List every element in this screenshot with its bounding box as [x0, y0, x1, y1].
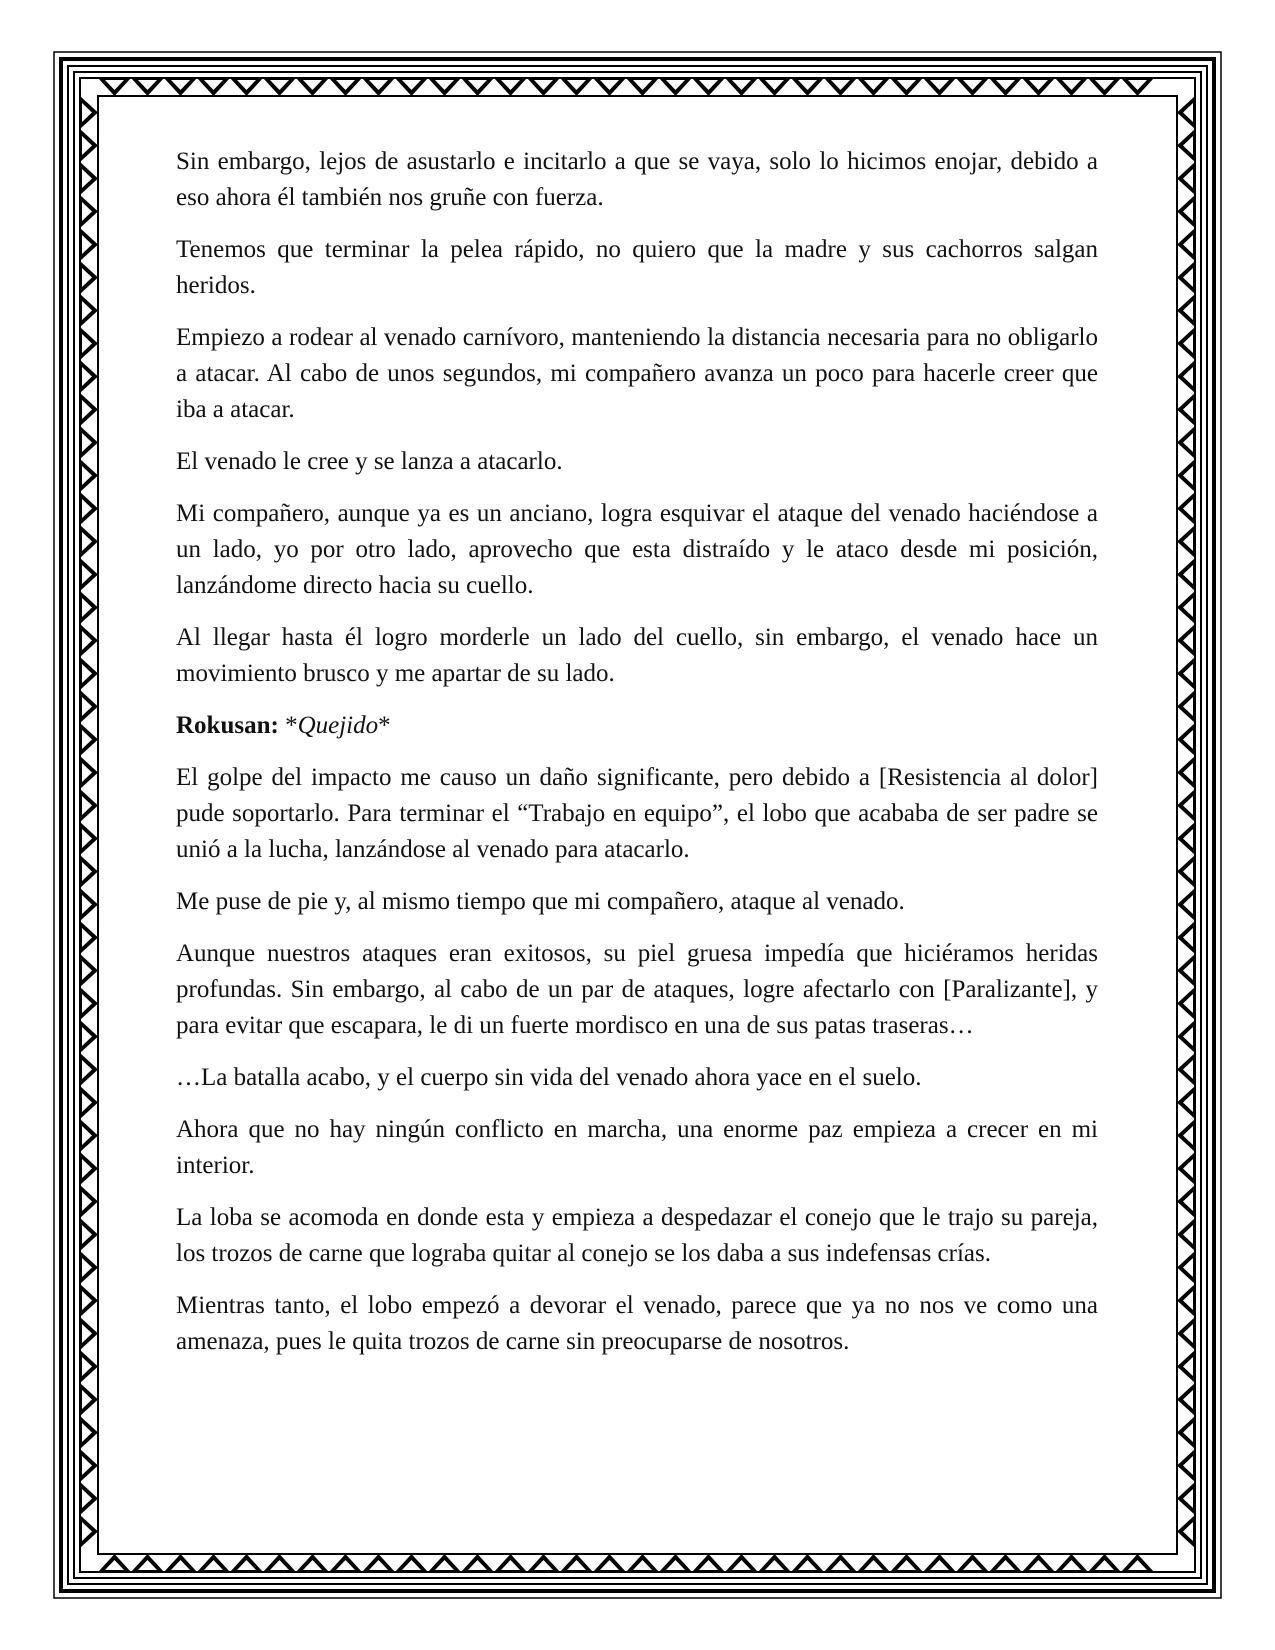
document-body — [176, 144, 1098, 1376]
paragraph-12: La loba se acomoda en donde esta y empieza a despedazar el conejo que le trajo su pareja, los trozos de carne que lograba quitar al conejo se los daba a sus indefensas crías. — [176, 1204, 1098, 1267]
paragraph-9: Aunque nuestros ataques eran exitosos, su piel gruesa impedía que hiciéramos heridas profundas. Sin embargo, al cabo de un par de ataques, logre afectarlo con [Paralizante], y para evitar que escapara, le di un fuerte mordisco en una de sus patas traseras… — [176, 940, 1098, 1039]
paragraph-5: Mi compañero, aunque ya es un anciano, logra esquivar el ataque del venado haciéndose a un lado, yo por otro lado, aprovecho que esta distraído y le ataco desde mi posición, lanzándome directo hacia su cuello. — [176, 500, 1098, 599]
paragraph-3: Empiezo a rodear al venado carnívoro, manteniendo la distancia necesaria para no obligarlo a atacar. Al cabo de unos segundos, mi compañero avanza un poco para hacerle creer que iba a atacar. — [176, 324, 1098, 423]
paragraph-10: …La batalla acabo, y el cuerpo sin vida del venado ahora yace en el suelo. — [176, 1064, 922, 1091]
paragraph-4: El venado le cree y se lanza a atacarlo. — [176, 448, 563, 475]
paragraph-8: Me puse de pie y, al mismo tiempo que mi compañero, ataque al venado. — [176, 888, 905, 915]
dialogue-line — [176, 708, 1098, 744]
dialogue-speaker: Rokusan: — [176, 712, 279, 739]
paragraph-13: Mientras tanto, el lobo empezó a devorar el venado, parece que ya no nos ve como una amenaza, pues le quita trozos de carne sin preocuparse de nosotros. — [176, 1292, 1098, 1355]
paragraph-11: Ahora que no hay ningún conflicto en marcha, una enorme paz empieza a crecer en mi interior. — [176, 1116, 1098, 1179]
dialogue-action: Quejido — [297, 712, 379, 739]
dialogue-asterisk-close: * — [378, 712, 391, 739]
paragraph-7: El golpe del impacto me causo un daño significante, pero debido a [Resistencia al dolor] pude soportarlo. Para terminar el “Trabajo en equipo”, el lobo que acababa de ser padre se unió a la lucha, lanzándose al venado para atacarlo. — [176, 764, 1098, 863]
paragraph-2: Tenemos que terminar la pelea rápido, no quiero que la madre y sus cachorros salgan heridos. — [176, 236, 1098, 299]
paragraph-6: Al llegar hasta él logro morderle un lado del cuello, sin embargo, el venado hace un movimiento brusco y me apartar de su lado. — [176, 624, 1098, 687]
dialogue-asterisk-open: * — [285, 712, 298, 739]
paragraph-1: Sin embargo, lejos de asustarlo e incitarlo a que se vaya, solo lo hicimos enojar, debido a eso ahora él también nos gruñe con fuerza. — [176, 148, 1098, 211]
